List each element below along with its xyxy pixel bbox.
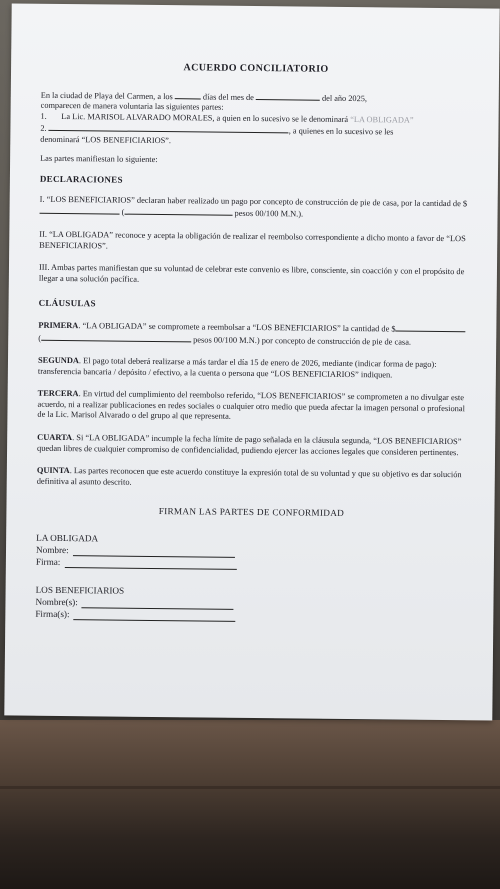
manifest-text: Las partes manifiestan lo siguiente: (40, 153, 158, 164)
declaracion-1 (39, 195, 469, 223)
declaracion-1-paren: ( (121, 207, 125, 217)
clausula-primera-head: PRIMERA (38, 320, 79, 331)
clausula-primera-end: pesos 00/100 M.N.) por concepto de construcción de pie de casa. (193, 334, 412, 347)
beneficiarios-firma-line (73, 610, 235, 622)
party-1-alias: “LA OBLIGADA” (350, 114, 414, 125)
declaraciones-heading: DECLARACIONES (39, 173, 123, 185)
beneficiarios-title: LOS BENEFICIARIOS (35, 584, 125, 596)
document-title: ACUERDO CONCILIATORIO (183, 62, 329, 75)
intro-year-text: del año 2025, (321, 93, 368, 103)
primera-amount-blank-line (396, 322, 466, 332)
clausula-quinta-head: QUINTA (36, 466, 70, 476)
party-2-text: , a quienes en lo sucesivo se les (288, 126, 394, 137)
intro-place-text: En la ciudad de Playa del Carmen, a los (40, 90, 173, 101)
clausula-cuarta-text: . Si “LA OBLIGADA” incumple la fecha límite de pago señalada en la cláusula segunda, “LOS BENEFICIARIOS” quedan libres de cualquier compromiso de confidencialidad, pudiendo ejercer las acciones legales que consideren pertinentes. (37, 433, 462, 457)
obligada-nombre-label: Nombre: (35, 544, 69, 556)
declaracion-3: III. Ambas partes manifiestan que su voluntad de celebrar este convenio es libre, consciente, sin coacción y con el propósito de llegar a una solución pacífica. (38, 262, 465, 284)
beneficiarios-firma-label: Firma(s): (35, 608, 70, 620)
primera-amount-words-blank-line (41, 331, 191, 342)
clausula-segunda (38, 356, 468, 382)
month-blank-line (256, 91, 320, 101)
party-2-number: 2. (40, 124, 47, 134)
party-1-number: 1. (40, 111, 47, 121)
clausula-tercera (37, 389, 467, 425)
clausula-cuarta (37, 433, 467, 459)
clausula-cuarta-head: CUARTA (37, 432, 73, 443)
clausula-tercera-text: . En virtud del cumplimiento del reembolso referido, “LOS BENEFICIARIOS” se comprometen a no divulgar este acuerdo, ni a realizar publicaciones en redes sociales o cualquier otro medio que pueda afectar la imagen personal o profesional de la Lic. Marisol Alvarado o del grupo al que representa. (37, 389, 465, 422)
signature-beneficiarios (35, 584, 465, 625)
clausula-primera-text: . “LA OBLIGADA” se compromete a reembolsar a “LOS BENEFICIARIOS” la cantidad de $ (78, 321, 396, 334)
clausula-primera (38, 319, 468, 349)
intro-month-text: días del mes de (202, 92, 254, 102)
intro-line-2: comparecen de manera voluntaria las siguientes partes: (40, 100, 224, 112)
declaracion-1-text: I. “LOS BENEFICIARIOS” declaran haber realizado un pago por concepto de construcción de pie de casa, por la cantidad de $ (39, 194, 468, 208)
beneficiarios-nombre-label: Nombre(s): (35, 596, 78, 608)
declaracion-2: II. “LA OBLIGADA” reconoce y acepta la obligación de realizar el reembolso correspondiente a dicho monto a favor de “LOS BENEFICIARIOS”. (39, 229, 466, 251)
clausula-tercera-head: TERCERA (37, 389, 79, 399)
document-content (35, 62, 471, 641)
amount-blank-line (40, 205, 120, 215)
party-2-blank-line (49, 122, 289, 134)
obligada-title: LA OBLIGADA (36, 532, 99, 544)
clausula-quinta-text: . Las partes reconocen que este acuerdo constituye la expresión total de su voluntad y que su objetivo es dar solución definitiva al asunto descrito. (36, 466, 462, 487)
amount-words-blank-line (121, 206, 232, 217)
day-blank-line (175, 90, 201, 99)
clausula-segunda-text: . El pago total deberá realizarse a más tardar el día 15 de enero de 2026, mediante (indicar forma de pago): transferencia bancaria / depósito / efectivo, a la cuenta o persona que “LOS BENEFICIARIOS” indiquen. (37, 356, 437, 380)
party-2-alias-line: denominará “LOS BENEFICIARIOS”. (40, 134, 172, 146)
clausula-quinta (37, 466, 467, 492)
firman-heading: FIRMAN LAS PARTES DE CONFORMIDAD (158, 506, 345, 519)
declaracion-1-end: pesos 00/100 M.N.). (234, 209, 304, 219)
obligada-firma-label: Firma: (35, 556, 61, 568)
obligada-firma-line (64, 558, 236, 570)
beneficiarios-nombre-line (82, 598, 234, 610)
clausula-primera-paren: ( (38, 333, 42, 343)
party-1-text: La Lic. MARISOL ALVARADO MORALES, a quien en lo sucesivo se le denominará (61, 111, 351, 124)
intro-block (40, 88, 471, 149)
obligada-nombre-line (73, 546, 235, 558)
clausula-segunda-head: SEGUNDA (37, 355, 80, 366)
clausulas-heading: CLÁUSULAS (38, 298, 96, 309)
document-page (4, 3, 499, 720)
floor-seam (0, 786, 500, 789)
signature-obligada (36, 532, 466, 573)
floor-background (0, 720, 500, 889)
